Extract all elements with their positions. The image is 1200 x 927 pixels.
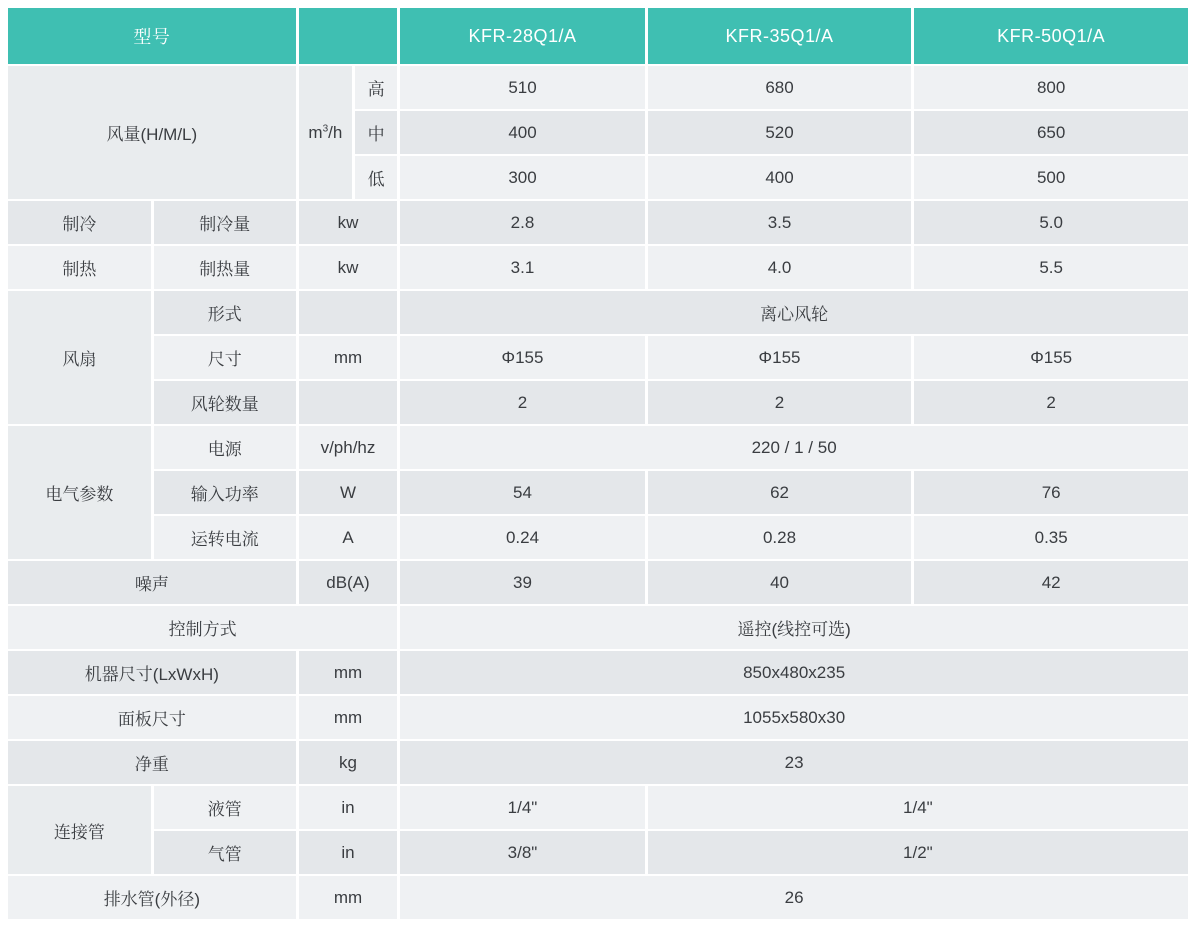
header-model-label: 型号 <box>8 8 296 64</box>
airflow-unit <box>299 66 352 199</box>
cooling-capacity-label: 制冷量 <box>154 201 296 244</box>
airflow-high-kfr50: 800 <box>914 66 1188 109</box>
panel-dimensions-label: 面板尺寸 <box>8 696 296 739</box>
panel-dimensions-row <box>8 696 1188 739</box>
running-current-kfr28: 0.24 <box>400 516 644 559</box>
spec-table <box>5 6 1191 921</box>
piping-group-label: 连接管 <box>8 786 151 874</box>
running-current-row <box>8 516 1188 559</box>
cooling-unit: kw <box>299 201 398 244</box>
piping-liquid-shared: 1/4" <box>648 786 1188 829</box>
fan-type-unit-cell <box>299 291 398 334</box>
fan-size-row <box>8 336 1188 379</box>
panel-dimensions-unit: mm <box>299 696 398 739</box>
heating-group-label: 制热 <box>8 246 151 289</box>
airflow-high-row <box>8 66 1188 109</box>
heating-row <box>8 246 1188 289</box>
piping-gas-kfr28: 3/8" <box>400 831 644 874</box>
fan-count-kfr28: 2 <box>400 381 644 424</box>
running-current-unit: A <box>299 516 398 559</box>
airflow-unit-sup: 3 <box>322 122 329 134</box>
net-weight-unit: kg <box>299 741 398 784</box>
fan-count-label: 风轮数量 <box>154 381 296 424</box>
input-power-label: 输入功率 <box>154 471 296 514</box>
airflow-mid-kfr35: 520 <box>648 111 912 154</box>
fan-size-label: 尺寸 <box>154 336 296 379</box>
heating-kfr50: 5.5 <box>914 246 1188 289</box>
cooling-kfr35: 3.5 <box>648 201 912 244</box>
input-power-kfr28: 54 <box>400 471 644 514</box>
unit-dimensions-value: 850x480x235 <box>400 651 1188 694</box>
airflow-unit-text: $m^3/h$ <box>308 122 343 142</box>
panel-dimensions-value: 1055x580x30 <box>400 696 1188 739</box>
piping-gas-row <box>8 831 1188 874</box>
header-model-kfr28: KFR-28Q1/A <box>400 8 644 64</box>
fan-count-kfr35: 2 <box>648 381 912 424</box>
fan-size-kfr50: Φ155 <box>914 336 1188 379</box>
drain-value: 26 <box>400 876 1188 919</box>
cooling-kfr50: 5.0 <box>914 201 1188 244</box>
net-weight-label: 净重 <box>8 741 296 784</box>
piping-gas-unit: in <box>299 831 398 874</box>
piping-liquid-label: 液管 <box>154 786 296 829</box>
airflow-level-low: 低 <box>355 156 397 199</box>
cooling-group-label: 制冷 <box>8 201 151 244</box>
heating-capacity-label: 制热量 <box>154 246 296 289</box>
fan-size-kfr35: Φ155 <box>648 336 912 379</box>
airflow-level-mid: 中 <box>355 111 397 154</box>
airflow-high-kfr35: 680 <box>648 66 912 109</box>
drain-row <box>8 876 1188 919</box>
unit-dimensions-label: 机器尺寸(LxWxH) <box>8 651 296 694</box>
noise-label: 噪声 <box>8 561 296 604</box>
fan-size-unit: mm <box>299 336 398 379</box>
fan-group-label: 风扇 <box>8 291 151 424</box>
unit-dimensions-unit: mm <box>299 651 398 694</box>
fan-count-unit-cell <box>299 381 398 424</box>
noise-kfr50: 42 <box>914 561 1188 604</box>
airflow-mid-kfr28: 400 <box>400 111 644 154</box>
airflow-mid-kfr50: 650 <box>914 111 1188 154</box>
airflow-low-kfr28: 300 <box>400 156 644 199</box>
fan-type-value: 离心风轮 <box>400 291 1188 334</box>
net-weight-row <box>8 741 1188 784</box>
piping-gas-shared: 1/2" <box>648 831 1188 874</box>
heating-kfr35: 4.0 <box>648 246 912 289</box>
power-supply-value: 220 / 1 / 50 <box>400 426 1188 469</box>
drain-unit: mm <box>299 876 398 919</box>
running-current-label: 运转电流 <box>154 516 296 559</box>
piping-liquid-unit: in <box>299 786 398 829</box>
control-label: 控制方式 <box>8 606 397 649</box>
piping-gas-label: 气管 <box>154 831 296 874</box>
electrical-group-label: 电气参数 <box>8 426 151 559</box>
power-supply-row <box>8 426 1188 469</box>
piping-liquid-kfr28: 1/4" <box>400 786 644 829</box>
input-power-kfr35: 62 <box>648 471 912 514</box>
airflow-level-high: 高 <box>355 66 397 109</box>
header-model-kfr35: KFR-35Q1/A <box>648 8 912 64</box>
fan-count-kfr50: 2 <box>914 381 1188 424</box>
input-power-kfr50: 76 <box>914 471 1188 514</box>
airflow-label: 风量(H/M/L) <box>8 66 296 199</box>
running-current-kfr35: 0.28 <box>648 516 912 559</box>
noise-row <box>8 561 1188 604</box>
header-row <box>8 8 1188 64</box>
fan-type-row <box>8 291 1188 334</box>
header-model-kfr50: KFR-50Q1/A <box>914 8 1188 64</box>
airflow-low-kfr50: 500 <box>914 156 1188 199</box>
net-weight-value: 23 <box>400 741 1188 784</box>
airflow-high-kfr28: 510 <box>400 66 644 109</box>
noise-unit: dB(A) <box>299 561 398 604</box>
noise-kfr35: 40 <box>648 561 912 604</box>
header-unit-cell <box>299 8 398 64</box>
drain-label: 排水管(外径) <box>8 876 296 919</box>
power-supply-label: 电源 <box>154 426 296 469</box>
control-row <box>8 606 1188 649</box>
input-power-unit: W <box>299 471 398 514</box>
cooling-kfr28: 2.8 <box>400 201 644 244</box>
noise-kfr28: 39 <box>400 561 644 604</box>
airflow-low-kfr35: 400 <box>648 156 912 199</box>
running-current-kfr50: 0.35 <box>914 516 1188 559</box>
fan-type-label: 形式 <box>154 291 296 334</box>
input-power-row <box>8 471 1188 514</box>
control-value: 遥控(线控可选) <box>400 606 1188 649</box>
fan-count-row <box>8 381 1188 424</box>
heating-kfr28: 3.1 <box>400 246 644 289</box>
power-supply-unit: v/ph/hz <box>299 426 398 469</box>
piping-liquid-row <box>8 786 1188 829</box>
unit-dimensions-row <box>8 651 1188 694</box>
cooling-row <box>8 201 1188 244</box>
heating-unit: kw <box>299 246 398 289</box>
fan-size-kfr28: Φ155 <box>400 336 644 379</box>
